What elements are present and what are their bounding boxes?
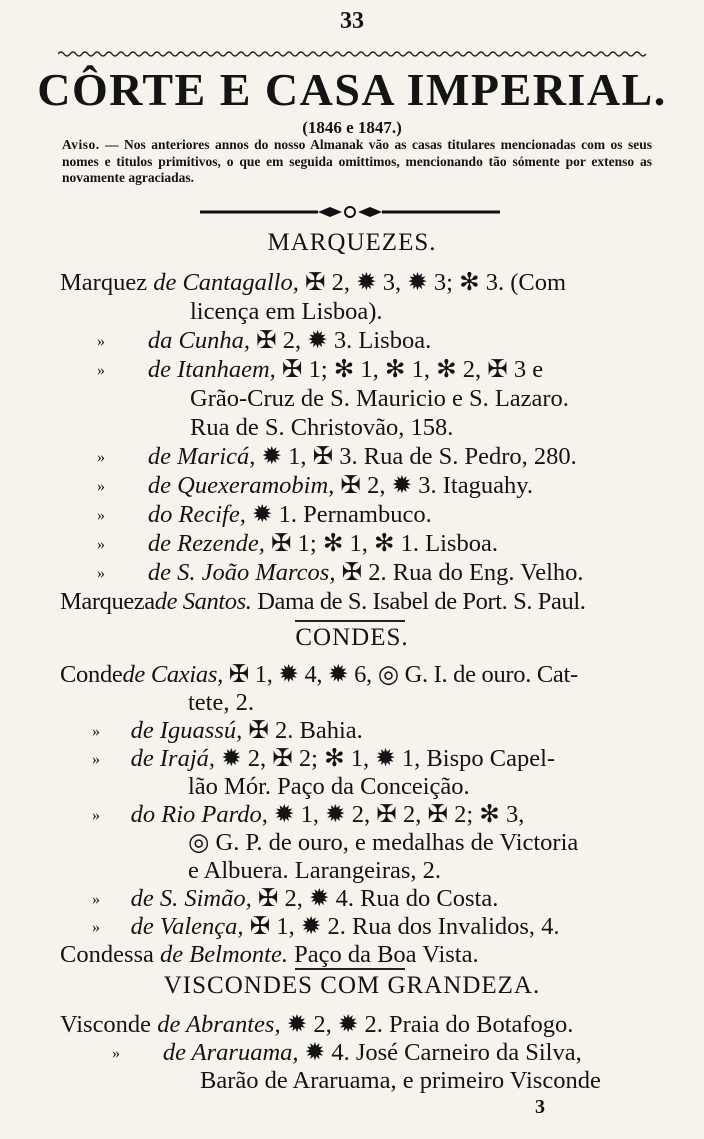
entry-line xyxy=(60,660,578,690)
entry-name: de Valença, xyxy=(130,913,244,940)
entry-details: ✹ 1. Pernambuco. xyxy=(245,501,432,528)
entry-continuation: licença em Lisboa). xyxy=(190,298,383,325)
section-heading-viscondes: VISCONDES COM GRANDEZA. xyxy=(163,972,541,999)
entry-name: de Cantagallo, xyxy=(153,269,299,296)
ditto-mark: » xyxy=(97,565,105,582)
ditto-mark: » xyxy=(97,507,105,524)
entry-details: ✠ 1; ✻ 1, ✻ 1. Lisboa. xyxy=(264,530,498,557)
entry-details: Paço da Boa Vista. xyxy=(287,941,479,968)
entry-name: do Rio Pardo, xyxy=(130,801,268,828)
ditto-mark: » xyxy=(97,333,105,350)
entry-name: de Belmonte. xyxy=(160,941,288,968)
section-heading-condes: CONDES. xyxy=(295,624,409,651)
entry-name: de Maricá, xyxy=(147,443,256,470)
ditto-mark: » xyxy=(97,449,105,466)
entry-details: ✠ 1; ✻ 1, ✻ 1, ✻ 2, ✠ 3 e xyxy=(275,356,544,383)
entry-details: ✹ 2, ✹ 2. Praia do Botafogo. xyxy=(280,1011,574,1038)
entry-continuation: e Albuera. Larangeiras, 2. xyxy=(188,857,442,884)
entry-name: de S. João Marcos, xyxy=(147,559,336,586)
entry-name: de Araruama, xyxy=(162,1039,299,1066)
entry-title: Marquez xyxy=(60,269,148,296)
entry-title: Marqueza xyxy=(60,588,155,615)
ditto-mark: » xyxy=(92,891,100,908)
entry-title: Conde xyxy=(60,661,123,688)
entry-details: ✠ 2, ✹ 3. Lisboa. xyxy=(249,327,432,354)
ornament-divider xyxy=(200,204,500,220)
section-rule xyxy=(295,968,405,970)
ditto-mark: » xyxy=(92,751,100,768)
section-rule xyxy=(295,620,405,622)
entry-line xyxy=(60,940,479,970)
entry-continuation: tete, 2. xyxy=(188,689,254,716)
page-title: CÔRTE E CASA IMPERIAL. xyxy=(37,64,667,115)
entry-details: ✠ 1, ✹ 2. Rua dos Invalidos, 4. xyxy=(243,913,560,940)
entry-details: ✠ 1, ✹ 4, ✹ 6, ◎ G. I. de ouro. Cat- xyxy=(222,661,578,688)
entry-line xyxy=(60,587,585,617)
ditto-mark: » xyxy=(92,807,100,824)
aviso-notice xyxy=(62,137,652,187)
entry-details: ✠ 2. Bahia. xyxy=(242,717,363,744)
section-heading-marquezes: MARQUEZES. xyxy=(267,229,437,256)
entry-name: de Iguassú, xyxy=(130,717,243,744)
ditto-mark: » xyxy=(92,723,100,740)
entry-continuation: Rua de S. Christovão, 158. xyxy=(190,414,454,441)
entry-details: ✹ 4. José Carneiro da Silva, xyxy=(298,1039,582,1066)
entry-continuation: Grão-Cruz de S. Mauricio e S. Lazaro. xyxy=(190,385,569,412)
entry-details: ✹ 1, ✹ 2, ✠ 2, ✠ 2; ✻ 3, xyxy=(267,801,525,828)
entry-title: Condessa xyxy=(60,941,154,968)
ditto-mark: » xyxy=(97,478,105,495)
signature-mark: 3 xyxy=(535,1096,545,1118)
entry-name: de Caxias, xyxy=(122,661,223,688)
entry-name: de Rezende, xyxy=(147,530,265,557)
ditto-mark: » xyxy=(92,919,100,936)
years-subtitle: (1846 e 1847.) xyxy=(302,118,402,137)
entry-details: ✠ 2. Rua do Eng. Velho. xyxy=(335,559,584,586)
entry-name: de Abrantes, xyxy=(157,1011,281,1038)
entry-details: ✠ 2, ✹ 3, ✹ 3; ✻ 3. (Com xyxy=(298,269,567,296)
entry-continuation: Barão de Araruama, e primeiro Visconde xyxy=(200,1067,601,1094)
entry-details: ✠ 2, ✹ 3. Itaguahy. xyxy=(334,472,533,499)
ditto-mark: » xyxy=(112,1045,120,1062)
entry-name: da Cunha, xyxy=(147,327,250,354)
entry-title: Visconde xyxy=(60,1011,152,1038)
entry-details: ✠ 2, ✹ 4. Rua do Costa. xyxy=(251,885,499,912)
entry-name: de Santos. xyxy=(154,588,252,615)
aviso-label: Aviso. xyxy=(62,137,100,152)
entry-name: de Itanhaem, xyxy=(147,356,276,383)
entry-name: de Quexeramobim, xyxy=(147,472,335,499)
aviso-text: — Nos anteriores annos do nosso Almanak vão as casas titulares mencionadas com os seus nomes e titulos primitivos, o que em seguida omittimos, mencionando tão sómente por extenso as novamente agraciadas. xyxy=(62,137,652,185)
entry-name: de Irajá, xyxy=(130,745,215,772)
entry-line xyxy=(60,268,566,298)
entry-details: ✹ 2, ✠ 2; ✻ 1, ✹ 1, Bispo Capel- xyxy=(215,745,556,772)
entry-name: de S. Simão, xyxy=(130,885,252,912)
entry-continuation: lão Mór. Paço da Conceição. xyxy=(188,773,470,800)
entry-details: ✹ 1, ✠ 3. Rua de S. Pedro, 280. xyxy=(255,443,577,470)
entry-details: Dama de S. Isabel de Port. S. Paul. xyxy=(251,588,586,615)
page-number: 33 xyxy=(340,8,364,34)
entry-continuation: ◎ G. P. de ouro, e medalhas de Victoria xyxy=(188,829,579,856)
ditto-mark: » xyxy=(97,536,105,553)
entry-name: do Recife, xyxy=(147,501,246,528)
wavy-rule xyxy=(58,50,648,58)
entry-line xyxy=(60,1010,573,1040)
ditto-mark: » xyxy=(97,362,105,379)
